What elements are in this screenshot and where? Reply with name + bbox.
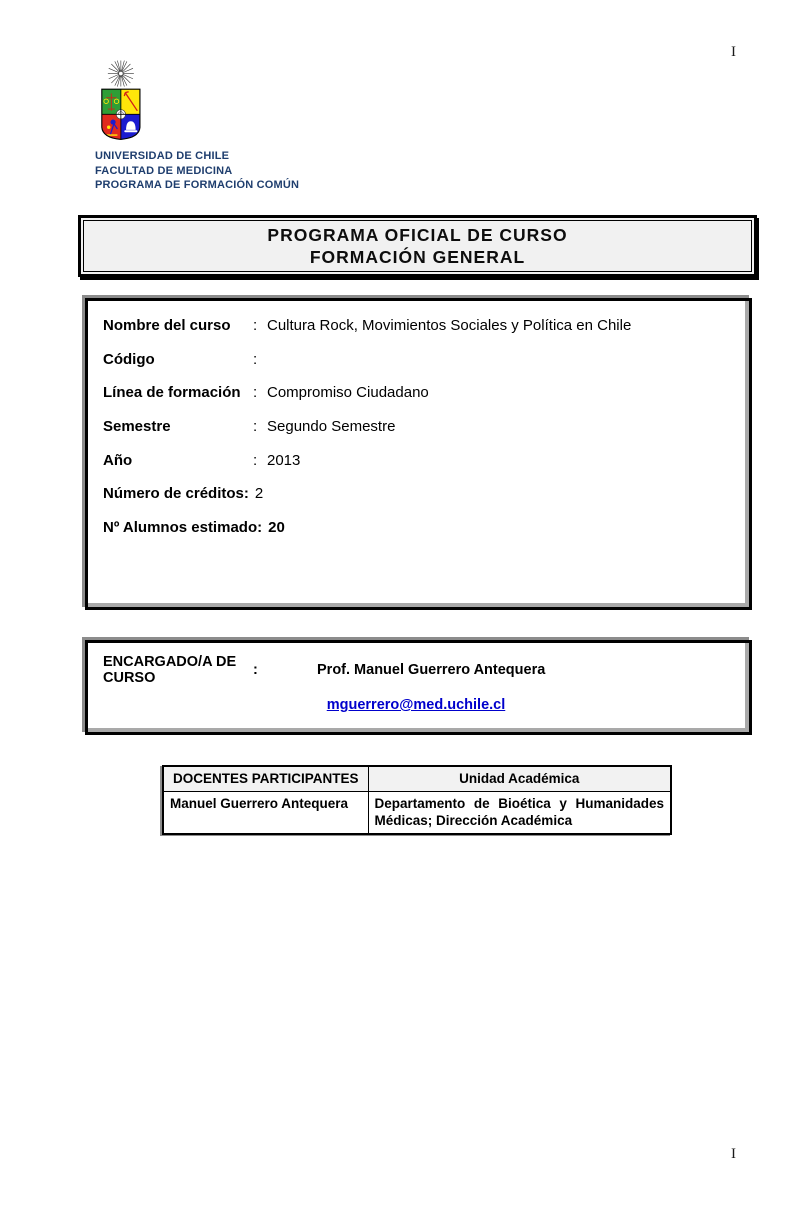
org-line-faculty: FACULTAD DE MEDICINA bbox=[95, 164, 233, 177]
field-label: Código bbox=[103, 350, 155, 368]
org-line-university: UNIVERSIDAD DE CHILE bbox=[95, 150, 230, 162]
docentes-table bbox=[162, 765, 672, 835]
field-separator: : bbox=[253, 451, 258, 469]
encargado-name: Prof. Manuel Guerrero Antequera bbox=[317, 662, 546, 678]
docentes-table-wrapper bbox=[162, 765, 672, 835]
course-row-nombre bbox=[103, 309, 729, 343]
encargado-email-row bbox=[103, 697, 729, 713]
title-box bbox=[78, 215, 757, 277]
field-value: Cultura Rock, Movimientos Sociales y Política en Chile bbox=[267, 317, 632, 335]
field-value: 20 bbox=[268, 518, 285, 536]
course-row-alumnos bbox=[103, 511, 729, 545]
course-row-codigo bbox=[103, 343, 729, 377]
page-number-top: I bbox=[731, 44, 736, 60]
field-label: Año bbox=[103, 451, 133, 469]
title-box-inner-frame bbox=[83, 220, 752, 272]
org-header bbox=[95, 149, 299, 193]
course-row-creditos bbox=[103, 477, 729, 511]
cell-unidad-academica: Departamento de Bioética y Humanidades Médicas; Dirección Académica bbox=[368, 791, 671, 834]
field-value: 2013 bbox=[267, 451, 301, 469]
field-value: Compromiso Ciudadano bbox=[267, 384, 429, 402]
course-row-linea bbox=[103, 376, 729, 410]
field-label: Nº Alumnos estimado: bbox=[103, 518, 263, 536]
field-separator: : bbox=[253, 384, 258, 402]
field-label: Nombre del curso bbox=[103, 317, 231, 335]
header-unidad-academica: Unidad Académica bbox=[368, 766, 671, 791]
document-title-line2: FORMACIÓN GENERAL bbox=[309, 247, 526, 267]
document-title-line1: PROGRAMA OFICIAL DE CURSO bbox=[267, 225, 568, 245]
page-number-bottom: I bbox=[731, 1146, 736, 1162]
encargado-row bbox=[103, 654, 729, 686]
field-separator: : bbox=[253, 418, 258, 436]
header-docentes-participantes: DOCENTES PARTICIPANTES bbox=[163, 766, 368, 791]
table-header-row bbox=[163, 766, 671, 791]
field-separator: : bbox=[253, 350, 258, 368]
encargado-separator: : bbox=[253, 662, 258, 678]
email-link[interactable]: mguerrero@med.uchile.cl bbox=[326, 697, 506, 713]
field-value: Segundo Semestre bbox=[267, 418, 396, 436]
field-label: Semestre bbox=[103, 418, 171, 436]
cell-docente-name: Manuel Guerrero Antequera bbox=[163, 791, 368, 834]
field-label: Número de créditos: bbox=[103, 485, 249, 503]
table-row bbox=[163, 791, 671, 834]
encargado-label: ENCARGADO/A DE CURSO bbox=[103, 654, 237, 686]
course-row-semestre bbox=[103, 410, 729, 444]
encargado-box bbox=[85, 640, 752, 735]
field-value: 2 bbox=[254, 485, 264, 503]
university-crest-icon bbox=[94, 56, 146, 155]
course-row-ano bbox=[103, 443, 729, 477]
course-info-box bbox=[85, 298, 752, 610]
field-label: Línea de formación bbox=[103, 384, 241, 402]
field-separator: : bbox=[253, 317, 258, 335]
org-line-program: PROGRAMA DE FORMACIÓN COMÚN bbox=[95, 179, 300, 191]
